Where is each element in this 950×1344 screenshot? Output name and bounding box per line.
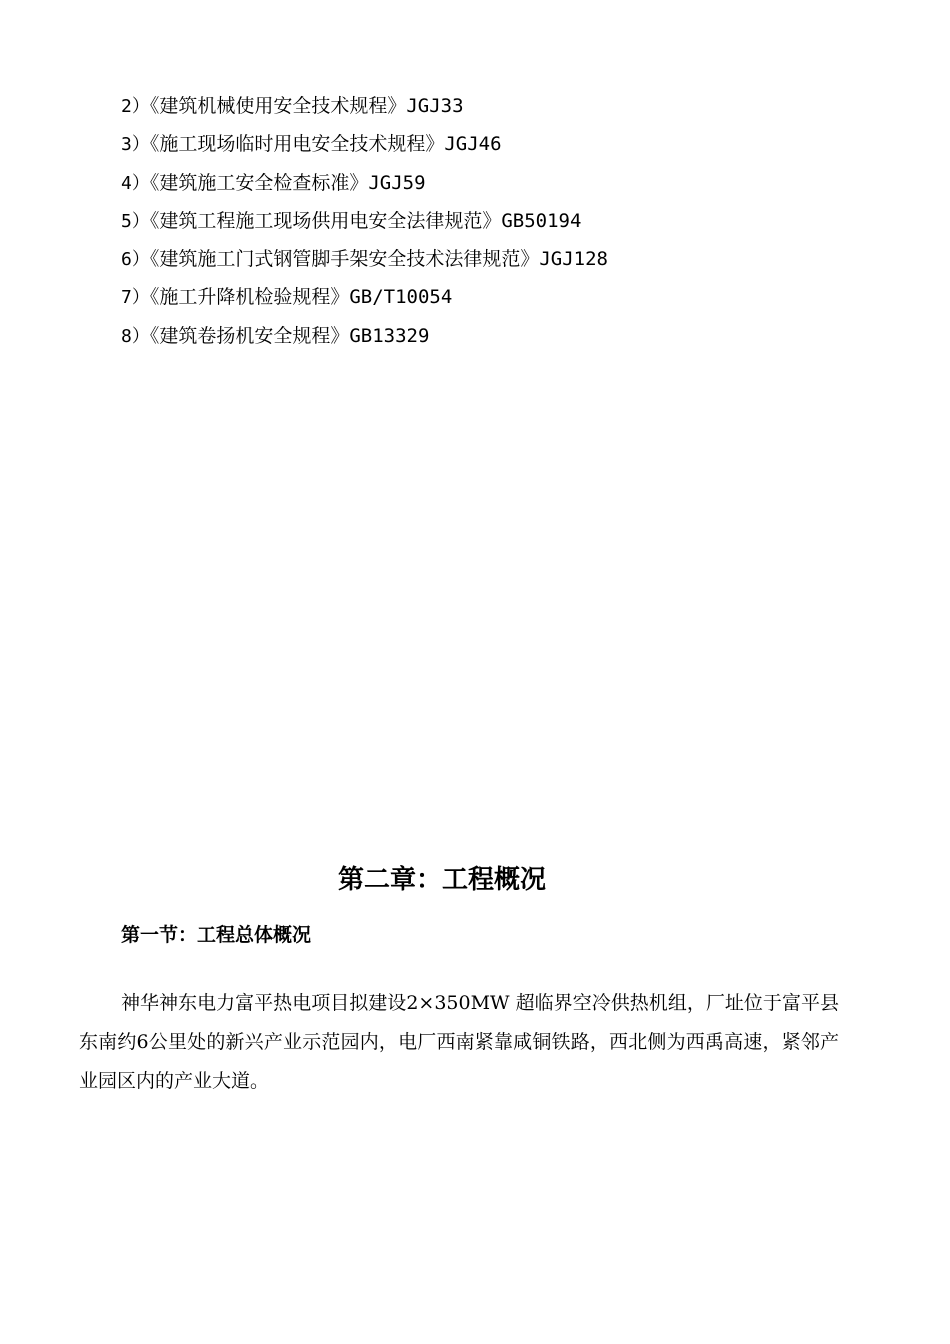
- reference-title: 《建筑工程施工现场供用电安全法律规范》GB50194: [149, 209, 582, 232]
- reference-number: 3）: [121, 134, 150, 156]
- chapter-title: 第二章：工程概况: [337, 865, 546, 895]
- reference-item-8: [121, 322, 608, 360]
- body-paragraph: 神华神东电力富平热电项目拟建设2×350MW 超临界空冷供热机组，厂址位于富平县东南约6公里处的新兴产业示范园内，电厂西南紧靠咸铜铁路，西北侧为西禹高速，紧邻产业园区内的产业大道。: [79, 992, 839, 1092]
- reference-item-3: [121, 130, 608, 168]
- reference-item-2: [121, 92, 608, 130]
- section-title: 第一节：工程总体概况: [121, 924, 312, 946]
- reference-title: 《建筑卷扬机安全规程》GB13329: [149, 324, 430, 347]
- reference-number: 6）: [121, 249, 150, 271]
- reference-list: [121, 92, 608, 360]
- reference-number: 2）: [121, 96, 150, 117]
- reference-number: 8）: [121, 325, 150, 347]
- reference-title: 《建筑机械使用安全技术规程》JGJ33: [149, 95, 464, 117]
- reference-title: 《建筑施工门式钢管脚手架安全技术法律规范》JGJ128: [149, 248, 608, 271]
- reference-title: 《施工升降机检验规程》GB/T10054: [149, 286, 453, 309]
- reference-item-4: [121, 169, 608, 207]
- reference-number: 7）: [121, 287, 150, 309]
- reference-number: 5）: [121, 210, 150, 232]
- reference-item-5: [121, 207, 608, 245]
- reference-title: 《施工现场临时用电安全技术规程》JGJ46: [149, 133, 502, 156]
- reference-item-7: [121, 283, 608, 321]
- reference-item-6: [121, 245, 608, 283]
- reference-title: 《建筑施工安全检查标准》JGJ59: [149, 171, 426, 194]
- reference-number: 4）: [121, 172, 150, 194]
